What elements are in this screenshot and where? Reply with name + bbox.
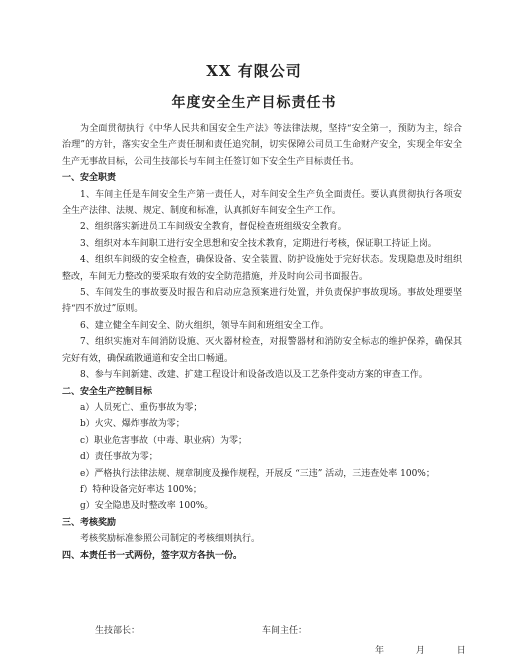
duty-item: 8、参与车间新建、改建、扩建工程设计和设备改造以及工艺条件变动方案的审查工作。 — [80, 370, 428, 381]
signature-label-production-head: 生技部长： — [95, 626, 141, 636]
target-item: e）严格执行法律法规、规章制度及操作规程，开展反 “三违” 活动，三违查处率 100%； — [80, 468, 435, 479]
signature-date — [375, 643, 466, 656]
document-title: 年度安全生产目标责任书 — [171, 95, 337, 111]
date-day: 日 — [456, 646, 466, 656]
intro-paragraph: 为全面贯彻执行《中华人民共和国安全生产法》等法律法规，坚持“安全第一，预防为主，综合治理”的方针，落实安全生产责任制和责任追究制，切实保障公司员工生命财产安全，实现全年安全生产无事故目标，公司生技部长与车间主任签订如下安全生产目标责任书。 — [62, 124, 462, 167]
date-year: 年 — [375, 646, 385, 656]
duty-item: 5、车间发生的事故要及时报告和启动应急预案进行处置，并负责保护事故现场。事故处理要坚持“四不放过”原则。 — [62, 288, 462, 315]
section-heading-targets: 二、安全生产控制目标 — [62, 386, 153, 397]
duty-item: 7、组织实施对车间消防设施、灭火器材检查，对报警器材和消防安全标志的维护保养，确保其完好有效，确保疏散通道和安全出口畅通。 — [62, 337, 462, 364]
duty-item: 6、建立健全车间安全、防火组织，领导车间和班组安全工作。 — [80, 320, 329, 331]
target-item: a）人员死亡、重伤事故为零； — [80, 402, 203, 413]
target-item: g）安全隐患及时整改率 100%。 — [80, 501, 214, 512]
target-item: d）责任事故为零； — [80, 452, 158, 463]
section-heading-copies: 四、本责任书一式两份，签字双方各执一份。 — [62, 550, 243, 561]
assessment-text: 考核奖励标准参照公司制定的考核细则执行。 — [80, 534, 261, 545]
duty-item: 2、组织落实新进员工车间级安全教育，督促检查班组级安全教育。 — [80, 222, 347, 233]
duty-item: 3、组织对本车间职工进行安全思想和安全技术教育，定期进行考核，保证职工持证上岗。 — [80, 238, 437, 249]
duty-item: 4、组织车间级的安全检查，确保设备、安全装置、防护设施处于完好状态。发现隐患及时组织整改，车间无力整改的要采取有效的安全防范措施，并及时向公司书面报告。 — [62, 255, 462, 282]
target-item: c）职业危害事故（中毒、职业病）为零； — [80, 435, 248, 446]
company-name: XX 有限公司 — [206, 62, 302, 80]
target-item: f）特种设备完好率达 100%； — [80, 484, 202, 495]
target-item: b）火灾、爆炸事故为零； — [80, 419, 185, 430]
date-month: 月 — [415, 646, 425, 656]
signature-label-workshop-director: 车间主任： — [262, 626, 308, 636]
section-heading-duties: 一、安全职责 — [62, 173, 117, 184]
document-body — [62, 121, 462, 564]
section-heading-assessment: 三、考核奖励 — [62, 517, 117, 528]
duty-item: 1、车间主任是车间安全生产第一责任人，对车间安全生产负全面责任。要认真贯彻执行各项安全生产法律、法规、规定、制度和标准，认真抓好车间安全生产工作。 — [62, 189, 462, 217]
